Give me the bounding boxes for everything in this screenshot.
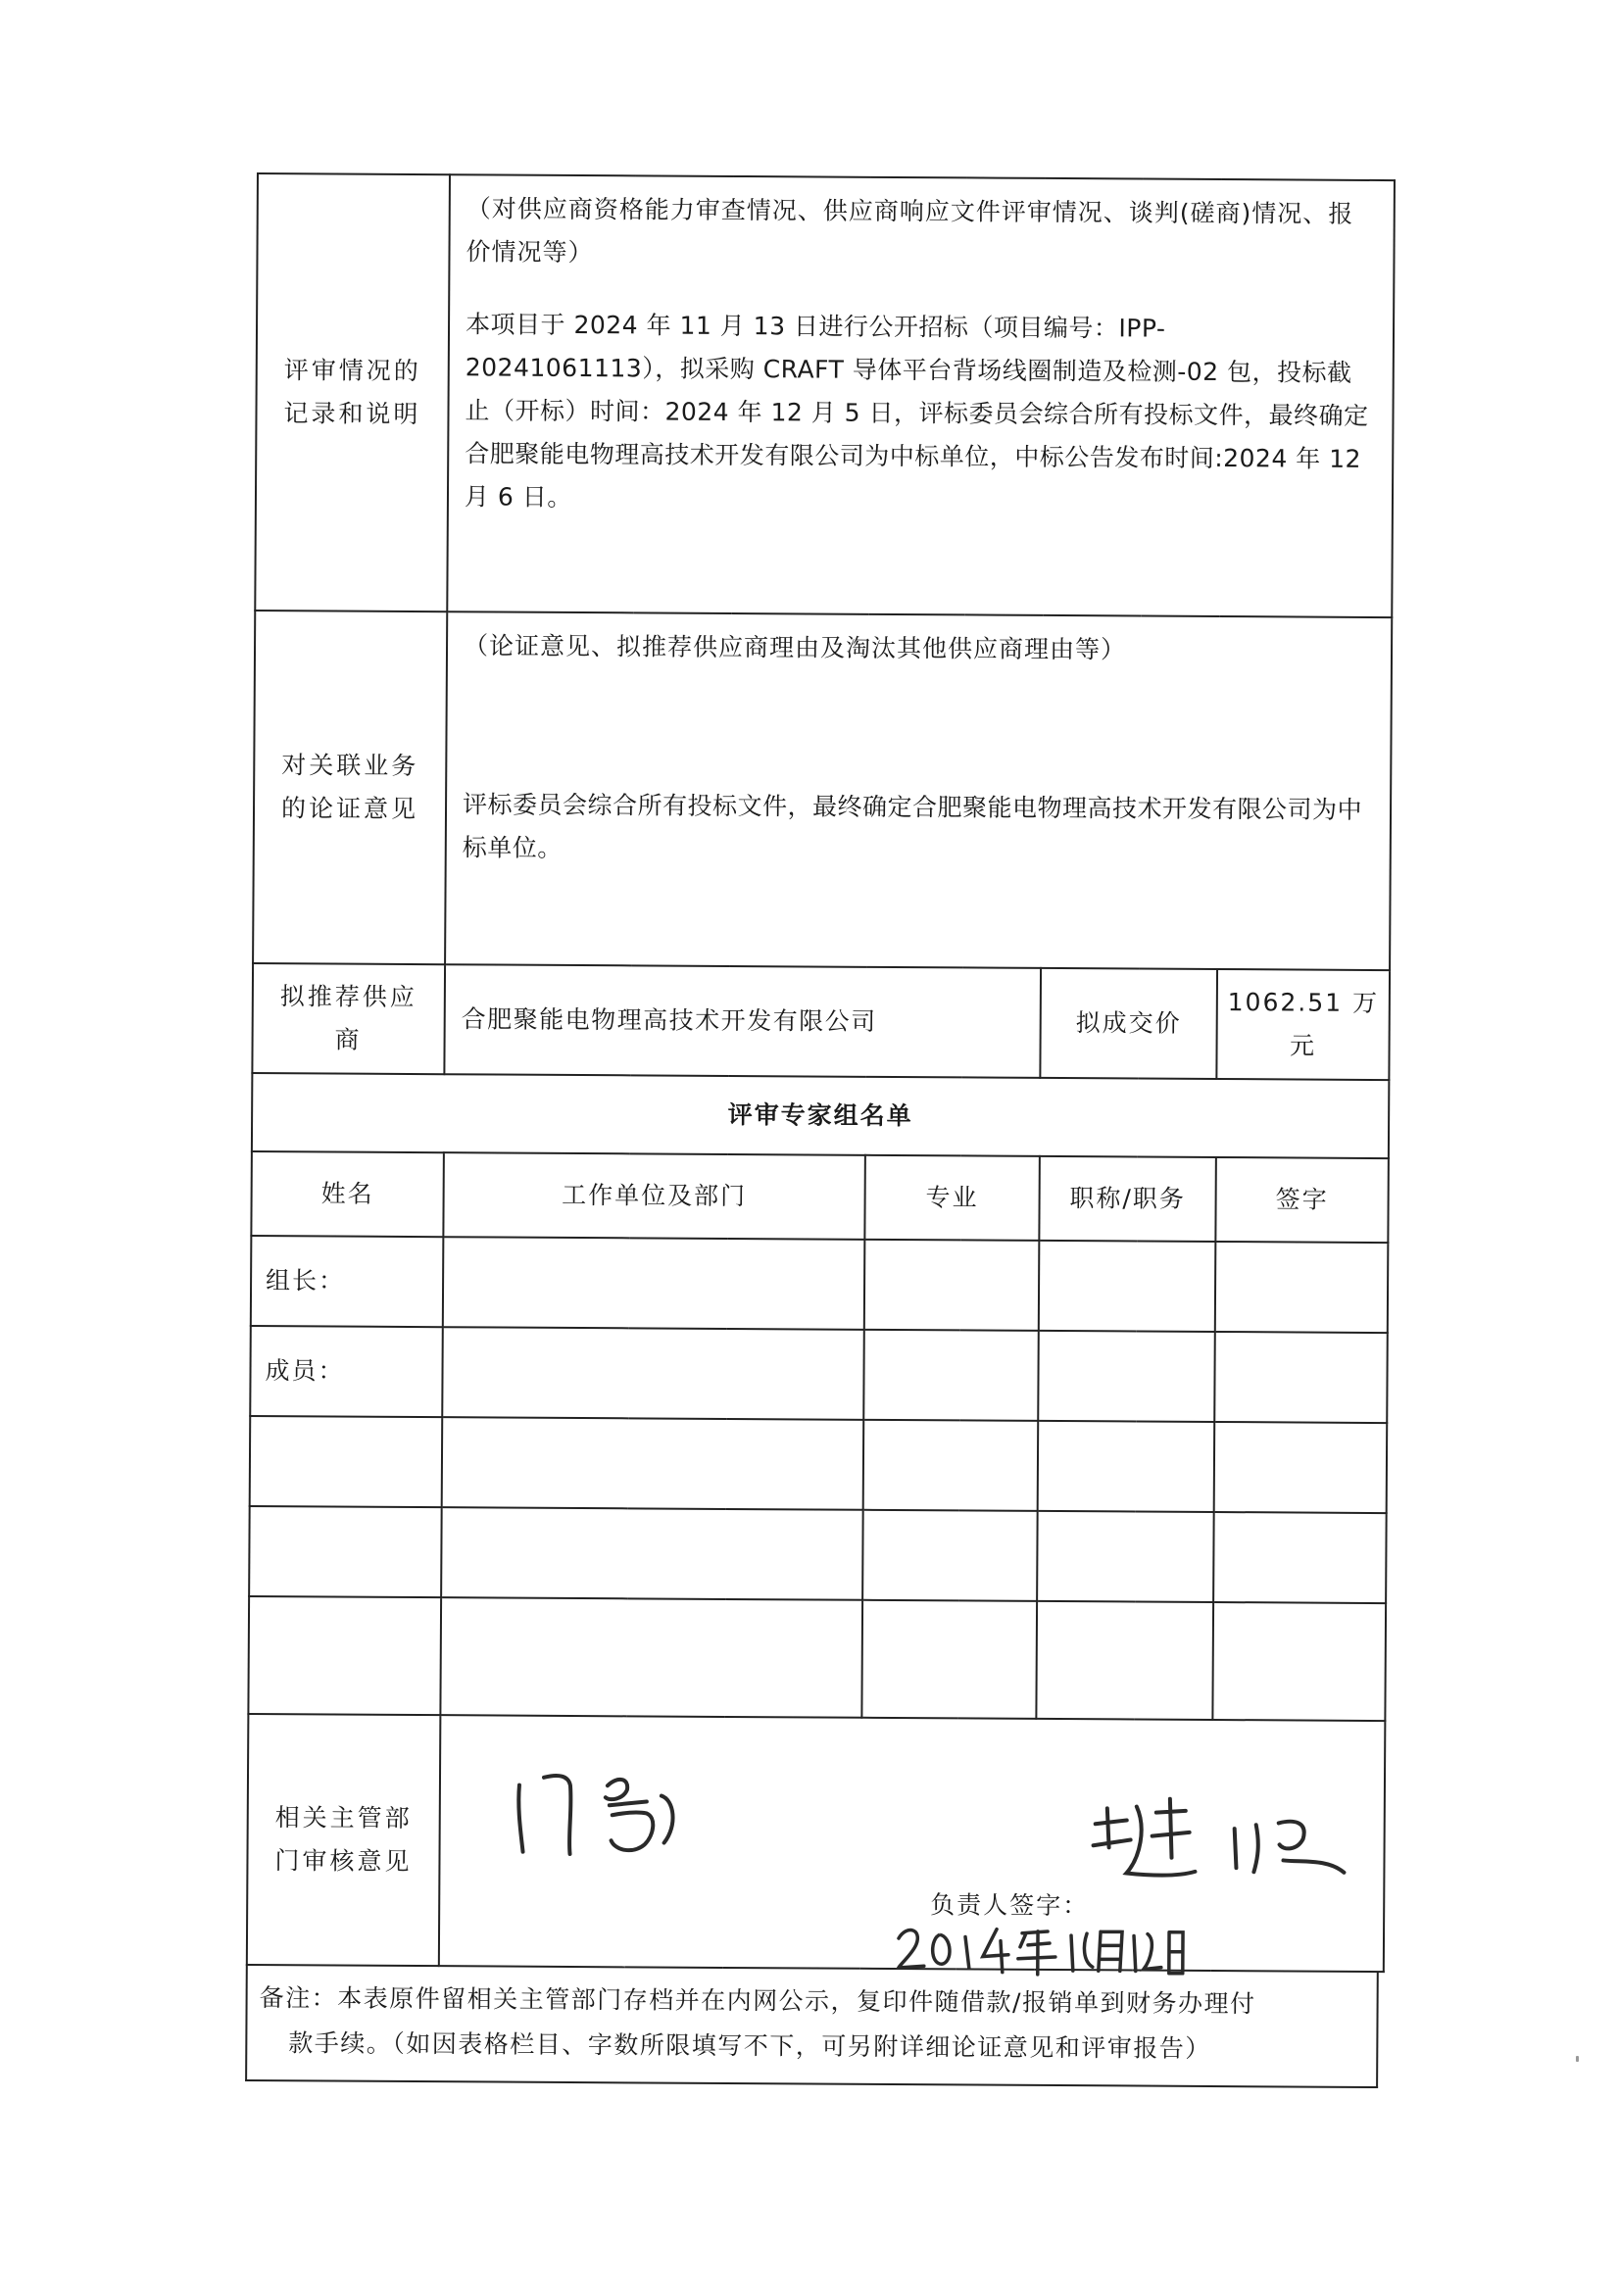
blank-title-cell[interactable] — [1038, 1421, 1215, 1512]
blank-name-cell[interactable] — [250, 1416, 443, 1507]
argument-label — [253, 611, 447, 964]
review-record-row — [255, 173, 1395, 617]
expert-blank-row — [250, 1416, 1388, 1513]
leader-signature-cell[interactable] — [1215, 1242, 1389, 1333]
approval-row — [247, 1714, 1386, 1972]
supplier-label — [252, 963, 445, 1074]
expert-member-row — [250, 1326, 1388, 1423]
review-label-line2: 记录和说明 — [283, 399, 421, 429]
price-label: 拟成交价 — [1040, 968, 1217, 1079]
experts-header-row — [251, 1151, 1389, 1243]
blank-signature-cell[interactable] — [1214, 1422, 1388, 1513]
argument-hint: （论证意见、拟推荐供应商理由及淘汰其他供应商理由等） — [463, 631, 1127, 664]
experts-title: 评审专家组名单 — [252, 1073, 1389, 1158]
blank-specialty-cell[interactable] — [862, 1510, 1038, 1601]
date-handwriting — [891, 1915, 1185, 1985]
blank-title-cell[interactable] — [1036, 1601, 1213, 1720]
price-value: 1062.51 万元 — [1216, 969, 1390, 1080]
blank-specialty-cell[interactable] — [863, 1420, 1039, 1511]
leader-title-cell[interactable] — [1039, 1241, 1216, 1332]
approval-label-line1: 相关主管部 — [274, 1803, 413, 1833]
notes-line2: 款手续。（如因表格栏目、字数所限填写不下，可另附详细论证意见和评审报告） — [288, 2028, 1211, 2063]
blank-title-cell[interactable] — [1037, 1511, 1214, 1602]
expert-blank-row — [249, 1506, 1387, 1603]
argument-body-text: 评标委员会综合所有投标文件，最终确定合肥聚能电物理高技术开发有限公司为中标单位。 — [462, 790, 1363, 862]
blank-organization-cell[interactable] — [442, 1417, 864, 1510]
header-name: 姓名 — [251, 1151, 444, 1237]
member-signature-cell[interactable] — [1214, 1332, 1388, 1423]
expert-blank-row — [248, 1596, 1386, 1721]
member-label: 成员： — [250, 1326, 443, 1417]
header-signature: 签字 — [1215, 1157, 1389, 1243]
review-body-text: 本项目于 2024 年 11 月 13 日进行公开招标（项目编号：IPP-20241061113），拟采购 CRAFT 导体平台背场线圈制造及检测-02 包，投标截止（开标）时间：2024 年 12 月 5 日，评标委员会综合所有投标文件，最终确定合肥聚能电物理高技术开发有限公司为中标单位，中标公告发布时间:2024 年 12 月 6 日。 — [464, 310, 1369, 512]
argument-label-line1: 对关联业务 — [281, 751, 419, 781]
argument-content — [445, 611, 1392, 970]
leader-specialty-cell[interactable] — [864, 1240, 1040, 1331]
member-specialty-cell[interactable] — [863, 1330, 1039, 1421]
header-title: 职称/职务 — [1039, 1156, 1216, 1242]
leader-organization-cell[interactable] — [443, 1237, 865, 1330]
review-form — [245, 172, 1394, 2094]
blank-name-cell[interactable] — [248, 1596, 441, 1715]
approval-label-line2: 门审核意见 — [274, 1846, 413, 1876]
review-hint: （对供应商资格能力审查情况、供应商响应文件评审情况、谈判(磋商)情况、报价情况等） — [466, 194, 1354, 268]
blank-signature-cell[interactable] — [1213, 1512, 1387, 1603]
supplier-label-line2: 商 — [334, 1025, 363, 1054]
member-title-cell[interactable] — [1038, 1331, 1215, 1422]
blank-organization-cell[interactable] — [440, 1597, 862, 1718]
approval-content — [439, 1715, 1386, 1972]
expert-leader-row — [251, 1236, 1389, 1333]
header-organization: 工作单位及部门 — [443, 1152, 865, 1240]
header-specialty: 专业 — [864, 1155, 1040, 1241]
blank-name-cell[interactable] — [249, 1506, 442, 1597]
member-organization-cell[interactable] — [442, 1327, 864, 1420]
supplier-label-line1: 拟推荐供应 — [279, 982, 417, 1012]
scan-speck — [1576, 2056, 1579, 2062]
supplier-name: 合肥聚能电物理高技术开发有限公司 — [444, 964, 1041, 1078]
review-label-line1: 评审情况的 — [283, 356, 421, 386]
blank-signature-cell[interactable] — [1212, 1602, 1386, 1721]
approval-label — [247, 1714, 441, 1966]
notes-box — [245, 1966, 1379, 2088]
blank-organization-cell[interactable] — [441, 1507, 863, 1600]
notes-line1: 备注：本表原件留相关主管部门存档并在内网公示，复印件随借款/报销单到财务办理付 — [259, 1983, 1256, 2019]
review-record-label — [255, 173, 450, 611]
argument-label-line2: 的论证意见 — [280, 794, 419, 824]
argument-row — [253, 611, 1392, 970]
blank-specialty-cell[interactable] — [861, 1600, 1037, 1719]
signer-label: 负责人签字： — [930, 1890, 1090, 1921]
approval-handwriting — [499, 1756, 696, 1865]
review-table — [246, 172, 1396, 1973]
leader-label: 组长： — [251, 1236, 444, 1327]
supplier-row — [252, 963, 1390, 1080]
review-record-content — [447, 174, 1395, 617]
experts-title-row — [252, 1073, 1389, 1158]
signer-handwriting — [1087, 1788, 1352, 1898]
